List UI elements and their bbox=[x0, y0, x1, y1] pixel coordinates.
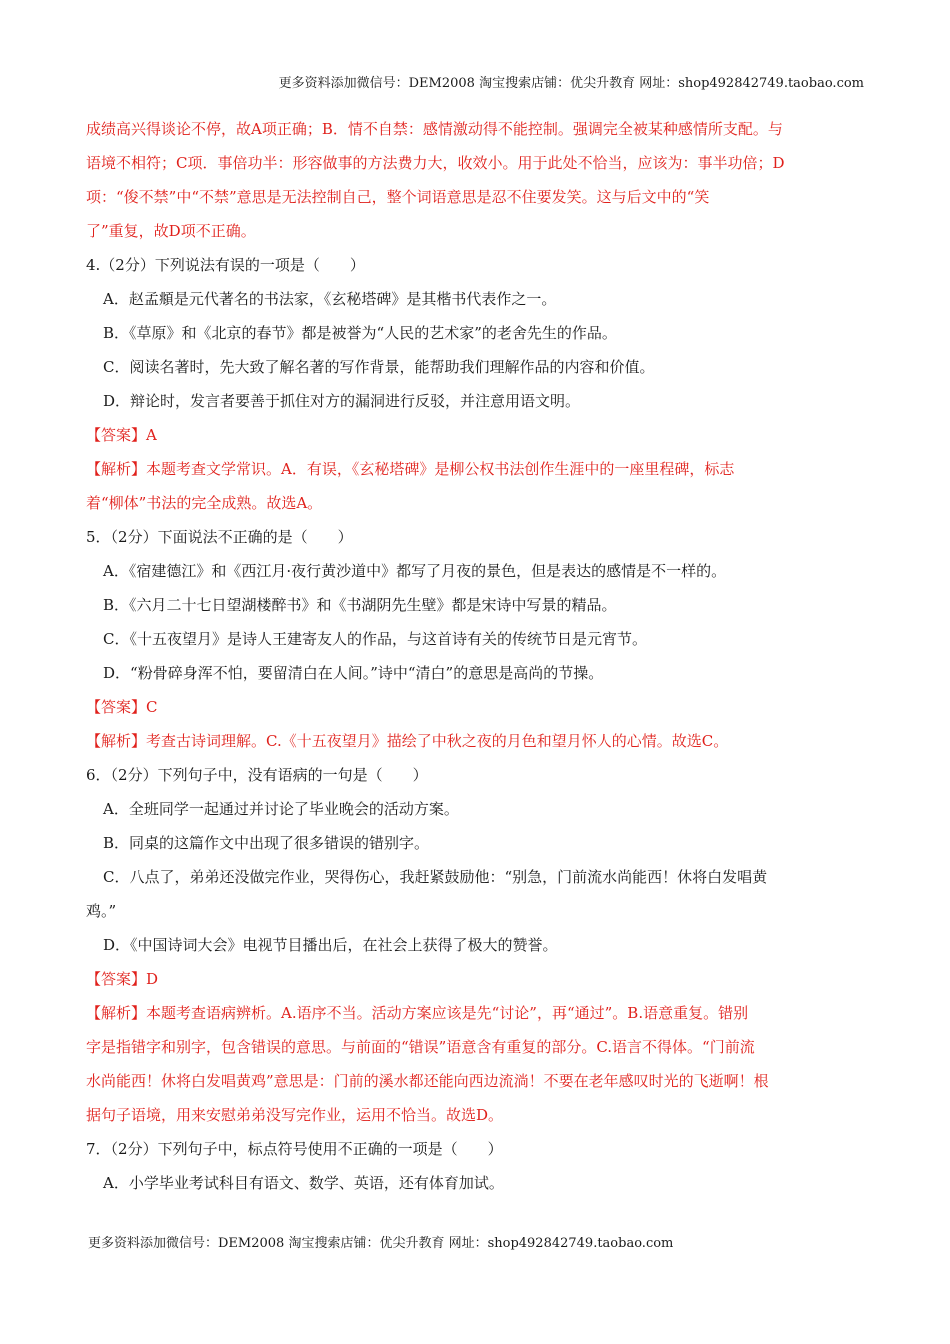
q4-analysis-line bbox=[86, 452, 868, 486]
analysis-text: 本题考查语病辨析。A.语序不当。活动方案应该是先“讨论”，再“通过”。B.语意重复。错别 bbox=[146, 1004, 749, 1022]
analysis-tag: 【解析】 bbox=[86, 1004, 147, 1022]
q5-analysis-line bbox=[86, 724, 868, 758]
q6-option-c: C．八点了，弟弟还没做完作业，哭得伤心，我赶紧鼓励他：“别急，门前流水尚能西！休将白发唱黄 bbox=[103, 868, 768, 886]
q4-stem: 4.（2分）下列说法有误的一项是（ ） bbox=[86, 256, 365, 274]
q7-option-a: A．小学毕业考试科目有语文、数学、英语，还有体育加试。 bbox=[103, 1174, 504, 1192]
page-footer: 更多资料添加微信号：DEM2008 淘宝搜索店铺：优尖升教育 网址：shop492842749.taobao.com bbox=[88, 1236, 674, 1251]
q6-option-d: D．《中国诗词大会》电视节目播出后，在社会上获得了极大的赞誉。 bbox=[103, 936, 558, 954]
q4-option-c: C．阅读名著时，先大致了解名著的写作背景，能帮助我们理解作品的内容和价值。 bbox=[103, 358, 655, 376]
q4-answer bbox=[86, 418, 868, 452]
q5-option-a: A．《宿建德江》和《西江月·夜行黄沙道中》都写了月夜的景色，但是表达的感情是不一样的。 bbox=[103, 562, 727, 580]
analysis-tag: 【解析】 bbox=[86, 460, 147, 478]
q3-analysis-line: 语境不相符；C项．事倍功半：形容做事的方法费力大，收效小。用于此处不恰当，应该为：事半功倍；D bbox=[86, 154, 785, 172]
q3-analysis-line: 项：“俊不禁”中“不禁”意思是无法控制自己，整个词语意思是忍不住要发笑。这与后文中的“笑 bbox=[86, 188, 710, 206]
analysis-tag: 【解析】 bbox=[86, 732, 147, 750]
answer-value: C bbox=[146, 698, 158, 716]
q6-option-b: B．同桌的这篇作文中出现了很多错误的错别字。 bbox=[103, 834, 430, 852]
document-body bbox=[86, 112, 868, 1200]
answer-tag: 【答案】 bbox=[86, 970, 147, 988]
q4-analysis-line: 着“柳体”书法的完全成熟。故选A。 bbox=[86, 494, 323, 512]
q4-option-b: B．《草原》和《北京的春节》都是被誉为“人民的艺术家”的老舍先生的作品。 bbox=[103, 324, 617, 342]
q6-stem: 6．（2分）下列句子中，没有语病的一句是（ ） bbox=[86, 766, 428, 784]
q6-option-a: A．全班同学一起通过并讨论了毕业晚会的活动方案。 bbox=[103, 800, 459, 818]
q3-analysis-line: 成绩高兴得谈论不停，故A项正确；B．情不自禁：感情激动得不能控制。强调完全被某种感情所支配。与 bbox=[86, 120, 783, 138]
q5-option-b: B．《六月二十七日望湖楼醉书》和《书湖阴先生壁》都是宋诗中写景的精品。 bbox=[103, 596, 617, 614]
page-header: 更多资料添加微信号：DEM2008 淘宝搜索店铺：优尖升教育 网址：shop492842749.taobao.com bbox=[278, 76, 864, 91]
q4-option-a: A．赵孟頫是元代著名的书法家，《玄秘塔碑》是其楷书代表作之一。 bbox=[103, 290, 557, 308]
answer-tag: 【答案】 bbox=[86, 426, 147, 444]
q6-answer bbox=[86, 962, 868, 996]
q6-analysis-line: 水尚能西！休将白发唱黄鸡”意思是：门前的溪水都还能向西边流淌！不要在老年感叹时光的飞逝啊！根 bbox=[86, 1072, 769, 1090]
q6-analysis-line: 据句子语境，用来安慰弟弟没写完作业，运用不恰当。故选D。 bbox=[86, 1106, 504, 1124]
q6-analysis-line: 字是指错字和别字，包含错误的意思。与前面的“错误”语意含有重复的部分。C.语言不得体。“门前流 bbox=[86, 1038, 755, 1056]
answer-value: A bbox=[146, 426, 157, 444]
q6-analysis-line bbox=[86, 996, 868, 1030]
q3-analysis-line: 了”重复，故D项不正确。 bbox=[86, 222, 256, 240]
q5-option-c: C．《十五夜望月》是诗人王建寄友人的作品，与这首诗有关的传统节日是元宵节。 bbox=[103, 630, 647, 648]
q7-stem: 7．（2分）下列句子中，标点符号使用不正确的一项是（ ） bbox=[86, 1140, 503, 1158]
answer-value: D bbox=[146, 970, 159, 988]
q5-stem: 5．（2分）下面说法不正确的是（ ） bbox=[86, 528, 353, 546]
analysis-text: 本题考查文学常识。A．有误，《玄秘塔碑》是柳公权书法创作生涯中的一座里程碑，标志 bbox=[146, 460, 735, 478]
q4-option-d: D．辩论时，发言者要善于抓住对方的漏洞进行反驳，并注意用语文明。 bbox=[103, 392, 581, 410]
analysis-text: 考查古诗词理解。C.《十五夜望月》描绘了中秋之夜的月色和望月怀人的心情。故选C。 bbox=[146, 732, 729, 750]
answer-tag: 【答案】 bbox=[86, 698, 147, 716]
q5-answer bbox=[86, 690, 868, 724]
q5-option-d: D．“粉骨碎身浑不怕，要留清白在人间。”诗中“清白”的意思是高尚的节操。 bbox=[103, 664, 604, 682]
q6-option-c-cont: 鸡。” bbox=[86, 902, 117, 920]
